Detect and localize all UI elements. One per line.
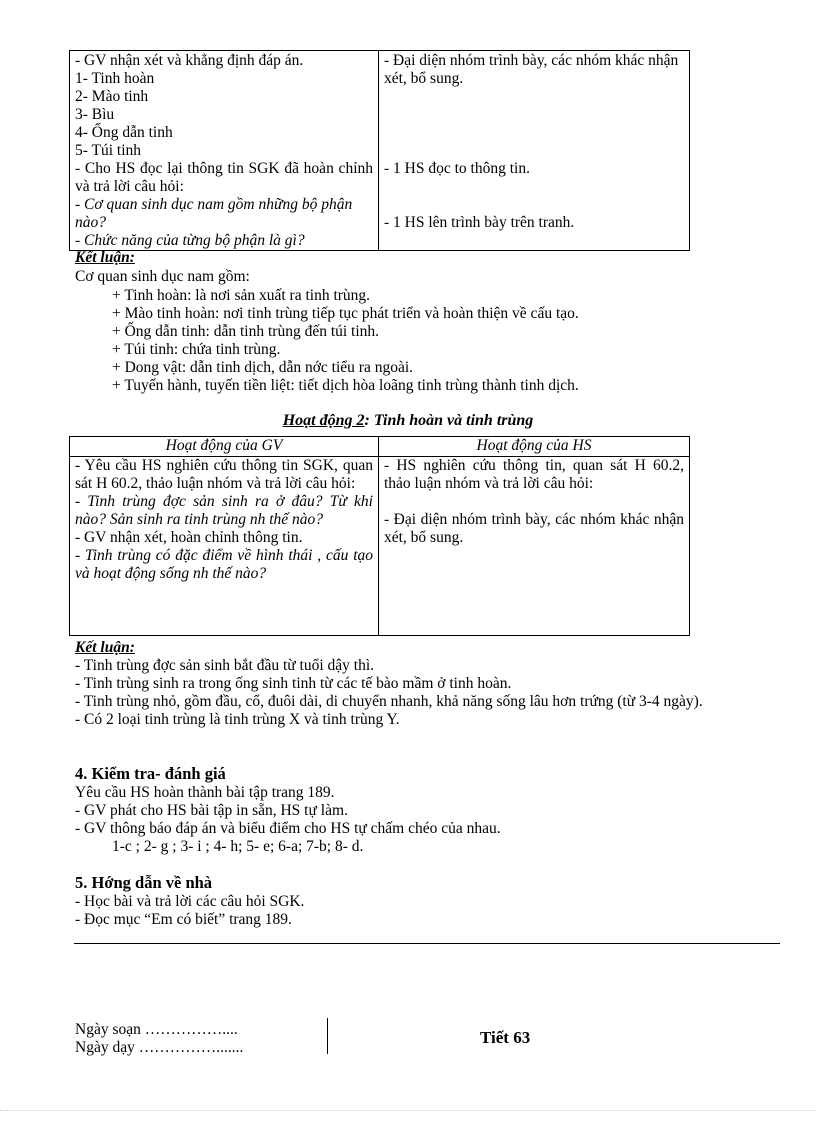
gv-line: - Yêu cầu HS nghiên cứu thông tin SGK, quan sát H 60.2, thảo luận nhóm và trả lời câu hỏi:	[75, 457, 373, 492]
list-item: - Tinh trùng nhỏ, gồm đầu, cổ, đuôi dài, di chuyển nhanh, khả năng sống lâu hơn trứng (từ 3-4 ngày).	[75, 693, 703, 710]
activity-table-1	[69, 50, 690, 251]
gv-cell	[70, 457, 379, 636]
footer-divider	[327, 1018, 328, 1054]
ngay-day: Ngày dạy …………….......	[75, 1039, 244, 1056]
gv-line: - GV nhận xét và khẳng định đáp án.	[75, 52, 304, 69]
gv-question: - Tinh trùng đợc sản sinh ra ở đâu? Từ khi nào? Sản sinh ra tinh trùng nh thế nào?	[75, 493, 373, 528]
gv-cell	[70, 51, 379, 251]
section-5-body	[75, 893, 304, 929]
ketluan-label: Kết luận:	[75, 639, 135, 656]
hs-cell	[379, 51, 690, 251]
gv-question: - Chức năng của từng bộ phận là gì?	[75, 232, 305, 249]
section-5-title: 5. Hớng dẫn về nhà	[75, 873, 213, 892]
gv-line: 1- Tinh hoàn	[75, 70, 155, 87]
ketluan-list	[75, 657, 785, 729]
activity-2-heading	[0, 412, 816, 430]
list-item: - Có 2 loại tinh trùng là tinh trùng X và tinh trùng Y.	[75, 711, 400, 728]
gv-line: - Cho HS đọc lại thông tin SGK đã hoàn chỉnh và trả lời câu hỏi:	[75, 160, 373, 195]
hs-line: - Đại diện nhóm trình bày, các nhóm khác nhận xét, bổ sung.	[384, 511, 684, 546]
hs-line: - 1 HS lên trình bày trên tranh.	[384, 214, 575, 231]
gv-question: - Cơ quan sinh dục nam gồm những bộ phận nào?	[75, 196, 353, 231]
list-item: + Tinh hoàn: là nơi sản xuất ra tinh trùng.	[112, 287, 371, 304]
gv-line: 3- Bìu	[75, 106, 115, 123]
list-item: + Tuyến hành, tuyến tiền liệt: tiết dịch hòa loãng tinh trùng thành tinh dịch.	[112, 377, 579, 394]
ketluan-list	[75, 287, 579, 395]
gv-line: 2- Mào tinh	[75, 88, 149, 105]
separator-line	[74, 943, 780, 944]
ketluan-intro: Cơ quan sinh dục nam gồm:	[75, 268, 250, 285]
activity-2-title: : Tinh hoàn và tinh trùng	[364, 412, 534, 429]
list-item: - Đọc mục “Em có biết” trang 189.	[75, 911, 292, 928]
list-item: Yêu cầu HS hoàn thành bài tập trang 189.	[75, 784, 335, 801]
list-item: - Tinh trùng sinh ra trong ống sinh tinh từ các tế bào mầm ở tinh hoàn.	[75, 675, 512, 692]
gv-line: - GV nhận xét, hoàn chỉnh thông tin.	[75, 529, 303, 546]
header-hs: Hoạt động của HS	[379, 437, 690, 457]
hs-line: - HS nghiên cứu thông tin, quan sát H 60.2, thảo luận nhóm và trả lời câu hỏi:	[384, 457, 684, 492]
list-item: + Mào tinh hoàn: nơi tinh trùng tiếp tục phát triển và hoàn thiện về cấu tạo.	[112, 305, 579, 322]
answers-line: 1-c ; 2- g ; 3- i ; 4- h; 5- e; 6-a; 7-b; 8- d.	[112, 838, 364, 855]
ketluan-label: Kết luận:	[75, 249, 135, 266]
gv-line: 5- Túi tinh	[75, 142, 142, 159]
section-4-title: 4. Kiểm tra- đánh giá	[75, 764, 226, 783]
list-item: + Túi tinh: chứa tinh trùng.	[112, 341, 281, 358]
hs-line: - 1 HS đọc to thông tin.	[384, 160, 530, 177]
list-item: + Ống dẫn tinh: dẫn tinh trùng đến túi tinh.	[112, 323, 380, 340]
date-block	[75, 1021, 243, 1057]
gv-question: - Tinh trùng có đặc điểm về hình thái , cấu tạo và hoạt động sống nh thế nào?	[75, 547, 373, 582]
list-item: + Dong vật: dẫn tinh dịch, dẫn nớc tiểu ra ngoài.	[112, 359, 414, 376]
hs-line: - Đại diện nhóm trình bày, các nhóm khác nhận xét, bổ sung.	[384, 52, 679, 87]
page-edge	[0, 1110, 816, 1111]
list-item: - GV thông báo đáp án và biểu điểm cho HS tự chấm chéo của nhau.	[75, 820, 501, 837]
gv-line: 4- Ống dẫn tinh	[75, 124, 173, 141]
hs-cell	[379, 457, 690, 636]
lesson-number: Tiết 63	[480, 1028, 531, 1047]
activity-2-label: Hoạt động 2	[282, 412, 365, 429]
list-item: - Tinh trùng đợc sản sinh bắt đầu từ tuổi dậy thì.	[75, 657, 375, 674]
list-item: - GV phát cho HS bài tập in sẵn, HS tự làm.	[75, 802, 348, 819]
header-gv: Hoạt động của GV	[70, 437, 379, 457]
list-item: - Học bài và trả lời các câu hỏi SGK.	[75, 893, 305, 910]
section-4-body	[75, 784, 501, 856]
ngay-soan: Ngày soạn ……………....	[75, 1021, 238, 1038]
activity-table-2	[69, 436, 690, 636]
